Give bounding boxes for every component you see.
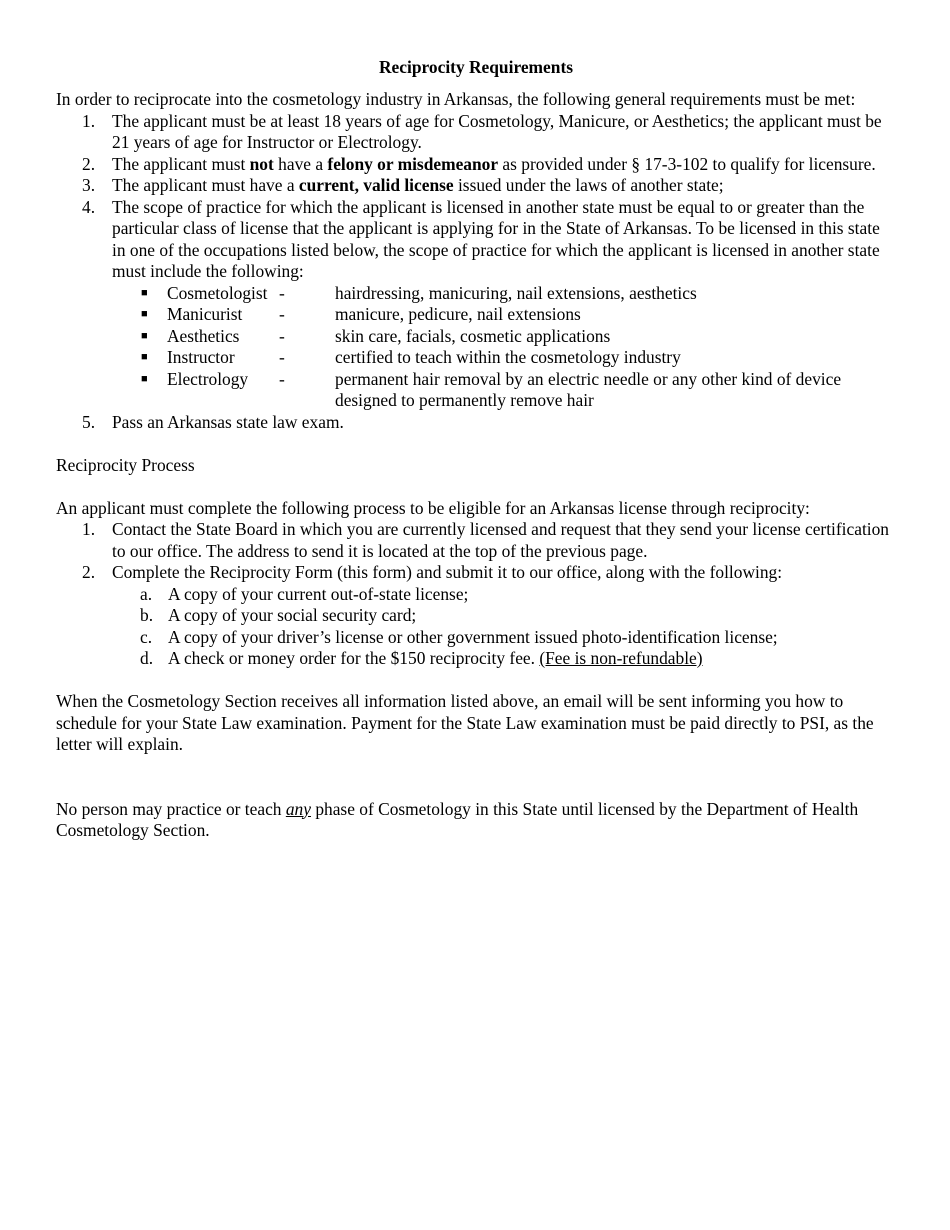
list-number: 4. [82,196,96,217]
bullet-icon: ■ [141,286,148,299]
bullet-icon: ■ [141,308,148,320]
requirement-item [56,175,896,197]
dash-separator: - [279,304,285,324]
process-intro: An applicant must complete the following process to be eligible for an Arkansas license through reciprocity: [56,497,810,518]
page-title: Reciprocity Requirements [379,57,573,77]
text-run: phase of Cosmetology in this State until licensed by the Department of Health Cosmetology Section. [56,798,859,840]
process-step-text: Contact the State Board in which you are currently licensed and request that they send your license certification to our office. The address to send it is located at the top of the previous page. [112,519,889,561]
list-number: 2. [82,562,96,582]
attachment-item [56,584,896,606]
occupation-label: Instructor [167,347,235,367]
attachment-text: A copy of your current out-of-state license; [168,583,469,604]
dash-separator: - [279,368,285,389]
document-page [56,56,896,842]
list-number: 3. [82,175,96,195]
requirement-text: The scope of practice for which the applicant is licensed in another state must be equal to or greater than the particular class of license that the applicant is applying for in the State of Arkansas. To be licensed in this state in one of the occupations listed below, the scope of practice for which the applicant is licensed in another state must include the following: [112,196,880,281]
list-number: 5. [82,411,96,432]
dash-separator: - [279,347,285,367]
list-letter: b. [140,605,154,625]
dash-separator: - [279,282,285,303]
scope-description: manicure, pedicure, nail extensions [335,304,581,324]
occupation-label: Cosmetologist [167,282,268,303]
bold-text: not [249,153,274,174]
list-letter: c. [140,626,153,647]
list-number: 1. [82,519,96,539]
requirement-text [112,175,724,195]
attachment-item [56,627,896,649]
requirement-item [56,111,896,154]
attachment-text: A copy of your driver’s license or other government issued photo-identification license; [168,626,778,647]
notice-paragraph [56,799,896,842]
list-letter: a. [140,583,153,604]
scope-item [56,304,896,326]
process-step [56,519,896,562]
process-step-text: Complete the Reciprocity Form (this form) and submit it to our office, along with the following: [112,562,783,582]
scope-description: hairdressing, manicuring, nail extensions, aesthetics [335,282,697,303]
attachment-text: A copy of your social security card; [168,605,417,625]
scope-description: permanent hair removal by an electric needle or any other kind of device designed to permanently remove hair [335,368,842,410]
occupation-label: Aesthetics [167,325,240,346]
list-letter: d. [140,648,154,668]
occupation-label: Electrology [167,368,249,389]
attachment-text [168,648,703,668]
scope-item [56,326,896,348]
bullet-icon: ■ [141,351,148,363]
scope-item [56,283,896,305]
requirement-item [56,197,896,283]
scope-item [56,369,896,412]
text-run: No person may practice or teach [56,798,286,819]
bullet-icon: ■ [141,329,148,342]
intro-paragraph: In order to reciprocate into the cosmetology industry in Arkansas, the following general requirements must be met: [56,89,856,109]
process-step [56,562,896,584]
requirement-item [56,154,896,176]
text-run: as provided under § 17-3-102 to qualify for licensure. [498,153,876,174]
attachment-item [56,648,896,670]
scope-description: skin care, facials, cosmetic applications [335,325,611,346]
bold-text: current, valid license [298,175,454,195]
text-run: The applicant must [112,153,250,174]
closing-paragraph: When the Cosmetology Section receives all information listed above, an email will be sent informing you how to schedule for your State Law examination. Payment for the State Law examination must be paid directly to PSI, as the letter will explain. [56,691,874,754]
attachment-item [56,605,896,627]
requirement-text: Pass an Arkansas state law exam. [112,411,344,432]
text-run: The applicant must have a [112,175,299,195]
text-run: issued under the laws of another state; [453,175,724,195]
process-heading: Reciprocity Process [56,454,195,475]
text-run: have a [273,153,328,174]
fee-note: (Fee is non-refundable) [539,648,703,668]
requirement-text [112,154,876,174]
requirement-text: The applicant must be at least 18 years of age for Cosmetology, Manicure, or Aesthetics; the applicant must be 21 years of age for Instructor or Electrology. [112,110,882,152]
bold-text: felony or misdemeanor [327,153,499,174]
requirement-item [56,412,896,434]
list-number: 1. [82,110,96,131]
dash-separator: - [279,325,285,346]
text-run: A check or money order for the $150 reciprocity fee. [168,648,540,668]
bullet-icon: ■ [141,372,148,385]
emphasis-any: any [285,798,311,819]
scope-description: certified to teach within the cosmetology industry [335,347,681,367]
scope-item [56,347,896,369]
occupation-label: Manicurist [167,304,243,324]
list-number: 2. [82,153,96,174]
